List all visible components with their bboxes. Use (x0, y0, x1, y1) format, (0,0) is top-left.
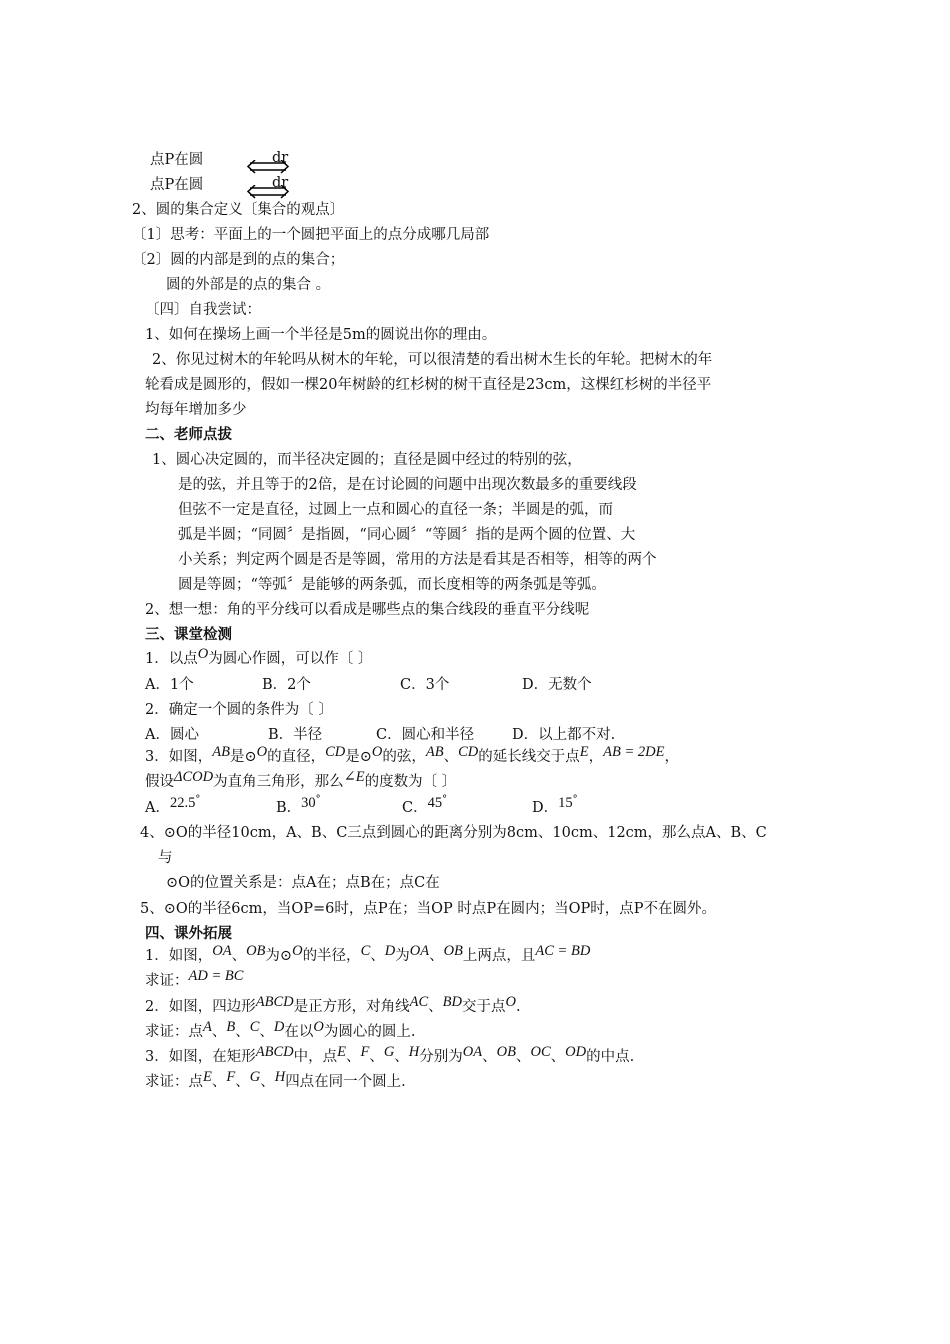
teacher-line-3: 但弦不一定是直径，过圆上一点和圆心的直径一条；半圆是的弧，而 (178, 502, 613, 518)
point-relation-1 (150, 150, 203, 170)
text-fragment: 为圆心作圆，可以作〔 〕 (208, 651, 373, 667)
text-fragment: O (197, 646, 209, 662)
try-2-line-2: 轮看成是圆形的，假如一棵20年树龄的红杉树的树干直径是23cm，这棵红杉树的半径平 (145, 377, 712, 393)
text-fragment: OB (246, 943, 266, 959)
text-fragment: 2．如图，四边形 (145, 999, 256, 1015)
text-fragment: 、 (259, 1024, 274, 1040)
text-fragment: ° (315, 794, 321, 805)
check-q3-line-1 (145, 744, 679, 767)
teacher-line-1: 1、圆心决定圆的，而半径决定圆的；直径是圆中经过的特别的弦， (152, 452, 582, 468)
text-fragment: 的直径， (267, 749, 326, 765)
text-fragment: ΔCOD (174, 769, 214, 785)
text-fragment: E (203, 1069, 212, 1085)
text-fragment: 15 (558, 795, 573, 811)
text-fragment: 分别为 (419, 1049, 463, 1065)
text-fragment: OA (462, 1044, 483, 1060)
text-fragment: . (515, 999, 521, 1015)
text-fragment: 求证：点 (145, 1024, 203, 1040)
text-fragment: O (505, 994, 516, 1010)
text-fragment: 上两点，且 (462, 948, 536, 964)
text-fragment: ABCD (255, 994, 294, 1010)
text-fragment: 是正方形，对角线 (293, 999, 410, 1015)
text-fragment: AB = 2DE (603, 744, 665, 760)
text-fragment: 30 (301, 795, 316, 811)
text-fragment: 45 (427, 795, 443, 811)
relation-suffix: dr (272, 150, 289, 166)
text-fragment: 的半径， (302, 948, 361, 964)
text-fragment: 、 (429, 948, 444, 964)
text-fragment: 、 (482, 1049, 497, 1065)
text-fragment: 为 (395, 948, 410, 964)
text-fragment: BD (442, 994, 462, 1010)
text-fragment: D (273, 1019, 285, 1035)
text-fragment: C (249, 1019, 260, 1035)
text-fragment: 的中点. (586, 1049, 635, 1065)
text-fragment: G (383, 1044, 395, 1060)
text-fragment: AC (409, 994, 429, 1010)
text-fragment: B． (276, 800, 302, 816)
think-line-2: 2、想一想：角的平分线可以看成是哪些点的集合线段的垂直平分线呢 (145, 602, 590, 618)
text-fragment: OB (443, 943, 463, 959)
check-q4-line-3: ⊙O的位置关系是：点A在；点B在；点C在 (166, 875, 440, 891)
check-q4-line-1: 4、⊙O的半径10cm，A、B、C三点到圆心的距离分别为8cm、10cm、12cm，那么点A、B、C (140, 825, 767, 841)
text-fragment: E (579, 744, 589, 760)
text-fragment: 的弦， (382, 749, 426, 765)
relation-suffix: dr (272, 175, 289, 191)
teacher-line-5: 小关系；判定两个圆是否是等圆，常用的方法是看其是否相等，相等的两个 (178, 552, 657, 568)
text-fragment: 22.5 (169, 795, 196, 811)
text-fragment: CD (325, 744, 346, 760)
text-fragment: ， (664, 749, 679, 765)
check-q1 (145, 646, 373, 669)
teacher-line-2: 是的弦，并且等于的2倍，是在讨论圆的问题中出现次数最多的重要线段 (178, 477, 637, 493)
text-fragment: 、 (515, 1049, 531, 1065)
text-fragment: 的延长线交于点 (478, 749, 580, 765)
interior-line: 〔2〕圆的内部是到的点的集合； (132, 252, 345, 268)
text-fragment: OD (565, 1044, 587, 1060)
text-fragment: OC (530, 1044, 551, 1060)
double-arrow-icon (246, 185, 290, 199)
section-teacher-heading: 二、老师点拔 (145, 427, 232, 443)
teacher-line-6: 圆是等圆；“等弧〞是能够的两条弧，而长度相等的两条弧是等弧。 (178, 577, 606, 593)
text-fragment: H (408, 1044, 420, 1060)
text-fragment: ° (442, 794, 448, 805)
text-fragment: A． (145, 800, 170, 816)
text-fragment: 、 (550, 1049, 566, 1065)
text-fragment: 、 (345, 1049, 361, 1065)
text-fragment: 假设 (145, 774, 174, 790)
text-fragment: G (249, 1069, 261, 1085)
text-fragment: 、 (231, 948, 247, 964)
text-fragment: 、 (235, 1074, 250, 1090)
q2-option-b: B．半径 (268, 727, 323, 743)
ext-q2-line-1 (145, 994, 521, 1017)
text-fragment: ABCD (255, 1044, 294, 1060)
text-fragment: CD (458, 744, 479, 760)
check-q5: 5、⊙O的半径6cm，当OP=6时，点P在；当OP 时点P在圆内；当OP时，点P不在圆外。 (140, 901, 717, 917)
check-q4-line-2: 与 (158, 850, 173, 866)
text-fragment: OA (212, 943, 232, 959)
text-fragment: 1．如图， (145, 948, 213, 964)
q3-option-b (276, 794, 321, 818)
try-1: 1、如何在操场上画一个半径是5m的圆说出你的理由。 (145, 327, 497, 343)
exterior-line: 圆的外部是的点的集合 。 (166, 277, 331, 293)
ext-q3-line-1 (145, 1044, 635, 1067)
text-fragment: 四点在同一个圆上. (285, 1074, 406, 1090)
text-fragment: A (203, 1019, 212, 1035)
text-fragment: O (292, 943, 303, 959)
text-fragment: ° (572, 794, 578, 805)
q1-option-a: A．1个 (145, 677, 194, 693)
text-fragment: 是⊙ (229, 749, 257, 765)
text-fragment: 求证： (145, 973, 189, 989)
double-arrow-icon (246, 160, 290, 174)
q1-option-b: B．2个 (262, 677, 311, 693)
text-fragment: OA (409, 943, 430, 959)
text-fragment: 中，点 (293, 1049, 338, 1065)
text-fragment: B (226, 1019, 236, 1035)
try-2-line-3: 均每年增加多少 (145, 402, 247, 418)
teacher-line-4: 弧是半圆；“同圆〞是指圆，“同心圆〞“等圆〞指的是两个圆的位置、大 (178, 527, 636, 543)
text-fragment: AD = BC (188, 968, 244, 984)
relation-text: 点P在圆 (150, 152, 204, 168)
text-fragment: 求证：点 (145, 1074, 203, 1090)
ext-q1-line-1 (145, 943, 591, 966)
text-fragment: C (360, 943, 371, 959)
text-fragment: AC = BD (535, 943, 591, 959)
check-q2: 2．确定一个圆的条件为〔 〕 (145, 702, 333, 718)
text-fragment: 1．以点 (145, 651, 198, 667)
text-fragment: ， (588, 749, 604, 765)
text-fragment: 、 (369, 1049, 384, 1065)
text-fragment: 、 (235, 1024, 250, 1040)
section-check-heading: 三、课堂检测 (145, 627, 232, 643)
text-fragment: AB (212, 744, 230, 760)
text-fragment: 为直角三角形，那么 (213, 774, 344, 790)
text-fragment: 在以 (284, 1024, 314, 1040)
text-fragment: ∠E (343, 769, 365, 785)
text-fragment: C． (402, 800, 428, 816)
text-fragment: 为圆心的圆上. (323, 1024, 416, 1040)
self-try-heading: 〔四〕自我尝试： (145, 302, 261, 318)
text-fragment: D (384, 943, 396, 959)
text-fragment: O (313, 1019, 324, 1035)
text-fragment: F (226, 1069, 236, 1085)
section-extension-heading: 四、课外拓展 (145, 926, 232, 942)
text-fragment: 、 (370, 948, 385, 964)
text-fragment: 3．如图， (145, 749, 213, 765)
q2-option-a: A．圆心 (145, 727, 199, 743)
text-fragment: 、 (394, 1049, 409, 1065)
q2-option-d: D．以上都不对. (512, 727, 616, 743)
text-fragment: O (371, 744, 383, 760)
text-fragment: 、 (260, 1074, 275, 1090)
q3-option-a (145, 794, 201, 818)
text-fragment: 、 (443, 749, 459, 765)
think-line: 〔1〕思考：平面上的一个圆把平面上的点分成哪几局部 (132, 227, 490, 243)
ext-q2-proof (145, 1019, 416, 1042)
text-fragment: ° (195, 794, 201, 805)
text-fragment: O (256, 744, 268, 760)
set-definition-heading: 2、圆的集合定义〔集合的观点〕 (132, 202, 345, 218)
text-fragment: H (274, 1069, 286, 1085)
text-fragment: 、 (211, 1074, 227, 1090)
q2-option-c: C．圆心和半径 (376, 727, 475, 743)
ext-q3-proof (145, 1069, 406, 1092)
q1-option-c: C．3个 (400, 677, 450, 693)
check-q3-line-2 (145, 769, 457, 792)
relation-text: 点P在圆 (150, 177, 204, 193)
point-relation-2 (150, 175, 203, 195)
text-fragment: F (360, 1044, 370, 1060)
q3-option-c (402, 794, 448, 818)
text-fragment: 交于点 (461, 999, 506, 1015)
text-fragment: 3．如图，在矩形 (145, 1049, 256, 1065)
text-fragment: 的度数为〔 〕 (364, 774, 457, 790)
ext-q1-proof (145, 968, 244, 991)
text-fragment: E (337, 1044, 346, 1060)
text-fragment: AB (425, 744, 444, 760)
text-fragment: 是⊙ (345, 749, 372, 765)
text-fragment: D． (532, 800, 559, 816)
q1-option-d: D．无数个 (522, 677, 592, 693)
text-fragment: 、 (211, 1024, 227, 1040)
try-2-line-1: 2、你见过树木的年轮吗从树木的年轮，可以很清楚的看出树木生长的年轮。把树木的年 (152, 352, 713, 368)
text-fragment: 、 (428, 999, 443, 1015)
text-fragment: OB (496, 1044, 516, 1060)
text-fragment: 为⊙ (265, 948, 293, 964)
q3-option-d (532, 794, 578, 818)
